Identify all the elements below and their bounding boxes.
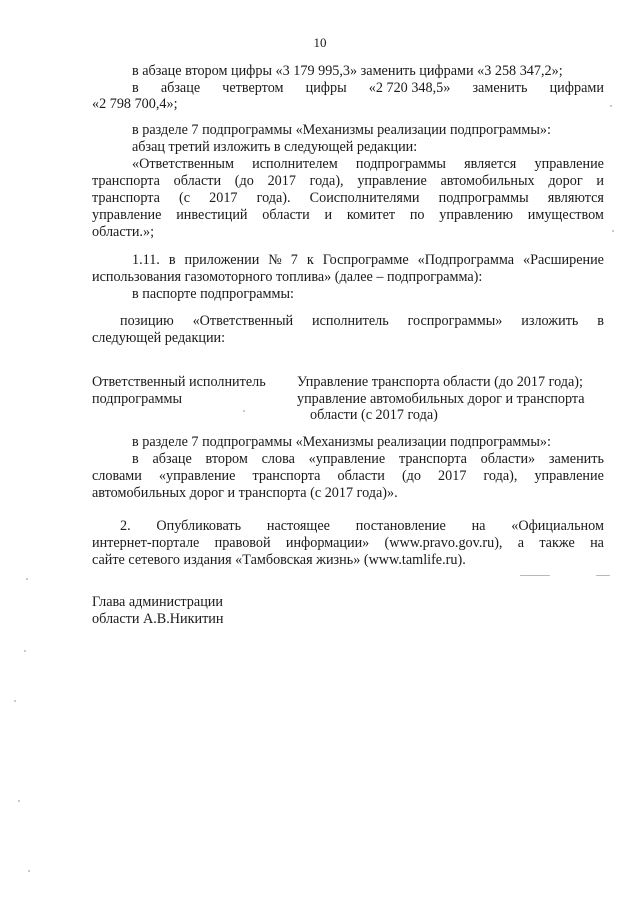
- scan-speck: [28, 870, 30, 872]
- word: имуществом: [527, 207, 604, 223]
- word: управление: [357, 173, 427, 189]
- word: автомобильных: [440, 173, 535, 189]
- word: подпрограммы: [355, 156, 446, 172]
- text-line: [132, 451, 604, 467]
- word: цифрами: [549, 80, 604, 96]
- word: словами: [92, 468, 142, 484]
- word: Соисполнителями: [309, 190, 420, 206]
- word: управлению: [439, 207, 514, 223]
- word: и: [324, 207, 333, 223]
- text-line: [92, 207, 604, 223]
- word: управление: [92, 207, 162, 223]
- scan-speck: [26, 578, 28, 580]
- word: в: [132, 451, 139, 467]
- word: 2017: [438, 468, 467, 484]
- word: также: [539, 535, 575, 551]
- text-line: в абзаце втором цифры «3 179 995,3» заменить цифрами «3 258 347,2»;: [132, 63, 563, 79]
- word: цифры: [305, 80, 347, 96]
- word: комитет: [346, 207, 396, 223]
- word: приложении: [184, 252, 260, 268]
- text-line: сайте сетевого издания «Тамбовская жизнь» (www.tamlife.ru).: [92, 552, 466, 568]
- word: «управление: [308, 451, 386, 467]
- word: постановление: [355, 518, 446, 534]
- text-line: в разделе 7 подпрограммы «Механизмы реализации подпрограммы»:: [132, 122, 551, 138]
- word: «2 720 348,5»: [368, 80, 451, 96]
- text-line: [92, 173, 604, 189]
- word: в: [132, 80, 139, 96]
- text-line: «2 798 700,4»;: [92, 96, 178, 112]
- word: информации»: [285, 535, 370, 551]
- word: 2.: [120, 518, 131, 534]
- word: интернет-портале: [92, 535, 200, 551]
- word: транспорта: [252, 468, 321, 484]
- text-line: [132, 252, 604, 268]
- scan-speck: [24, 650, 26, 652]
- word: госпрограммы»: [407, 313, 503, 329]
- word: абзаце: [152, 451, 192, 467]
- scan-speck: [520, 575, 550, 576]
- word: №: [268, 252, 282, 268]
- word: дорог: [548, 173, 583, 189]
- word: «Ответственный: [192, 313, 294, 329]
- word: абзаце: [160, 80, 201, 96]
- table-cell-right: управление автомобильных дорог и транспорта: [297, 391, 585, 407]
- word: по: [409, 207, 425, 223]
- text-line: [92, 535, 604, 551]
- word: к: [306, 252, 314, 268]
- word: изложить: [521, 313, 579, 329]
- word: «Подпрограмма: [417, 252, 515, 268]
- text-line: в разделе 7 подпрограммы «Механизмы реализации подпрограммы»:: [132, 434, 551, 450]
- word: заменить: [548, 451, 604, 467]
- word: «Расширение: [523, 252, 604, 268]
- word: «Ответственным: [132, 156, 234, 172]
- word: года).: [256, 190, 291, 206]
- text-line: использования газомоторного топлива» (далее – подпрограмма):: [92, 269, 483, 285]
- word: подпрограммы: [438, 190, 529, 206]
- word: слова: [261, 451, 295, 467]
- word: управление: [534, 468, 604, 484]
- word: является: [464, 156, 517, 172]
- word: исполнителем: [252, 156, 338, 172]
- word: (www.pravo.gov.ru),: [384, 535, 503, 551]
- word: транспорта: [92, 173, 160, 189]
- word: 7: [290, 252, 298, 268]
- word: настоящее: [266, 518, 330, 534]
- text-line: [92, 190, 604, 206]
- text-line: области.»;: [92, 224, 155, 240]
- table-cell-left: подпрограммы: [92, 391, 182, 407]
- scan-speck: [610, 105, 612, 107]
- word: (до: [401, 468, 421, 484]
- word: года),: [309, 173, 344, 189]
- text-line: в паспорте подпрограммы:: [132, 286, 294, 302]
- word: в: [597, 313, 604, 329]
- scan-speck: [596, 575, 610, 576]
- word: 1.11.: [132, 252, 160, 268]
- scan-speck: [18, 800, 20, 802]
- table-cell-right: области (с 2017 года): [310, 407, 438, 423]
- word: Опубликовать: [156, 518, 242, 534]
- word: (с: [179, 190, 191, 206]
- text-line: автомобильных дорог и транспорта (с 2017 года)».: [92, 485, 398, 501]
- word: инвестиций: [176, 207, 248, 223]
- table-cell-left: Ответственный исполнитель: [92, 374, 266, 390]
- text-line: [132, 156, 604, 172]
- word: области: [337, 468, 385, 484]
- word: области: [262, 207, 310, 223]
- word: транспорта: [398, 451, 467, 467]
- word: «управление: [158, 468, 236, 484]
- word: года),: [483, 468, 518, 484]
- word: области: [173, 173, 222, 189]
- word: заменить: [472, 80, 528, 96]
- word: Госпрограмме: [322, 252, 409, 268]
- text-line: [132, 80, 604, 96]
- scan-speck: [14, 700, 16, 702]
- scan-speck: [243, 410, 245, 412]
- word: в: [168, 252, 176, 268]
- word: правовой: [214, 535, 271, 551]
- word: четвертом: [222, 80, 284, 96]
- text-line: абзац третий изложить в следующей редакции:: [132, 139, 418, 155]
- page-number: 10: [313, 35, 327, 50]
- word: на: [590, 535, 604, 551]
- word: а: [517, 535, 525, 551]
- word: (до: [234, 173, 254, 189]
- text-line: [120, 313, 604, 329]
- signature-name: области А.В.Никитин: [92, 611, 224, 627]
- text-line: [120, 518, 604, 534]
- text-line: [92, 468, 604, 484]
- word: управление: [534, 156, 604, 172]
- word: позицию: [120, 313, 174, 329]
- word: области»: [480, 451, 536, 467]
- table-cell-right: Управление транспорта области (до 2017 года);: [297, 374, 583, 390]
- word: транспорта: [92, 190, 160, 206]
- word: исполнитель: [312, 313, 389, 329]
- signature-title: Глава администрации: [92, 594, 223, 610]
- word: и: [596, 173, 604, 189]
- scan-speck: [612, 230, 614, 232]
- word: втором: [205, 451, 248, 467]
- word: на: [471, 518, 486, 534]
- text-line: следующей редакции:: [92, 330, 226, 346]
- word: являются: [547, 190, 604, 206]
- word: 2017: [267, 173, 296, 189]
- word: «Официальном: [511, 518, 604, 534]
- word: 2017: [209, 190, 238, 206]
